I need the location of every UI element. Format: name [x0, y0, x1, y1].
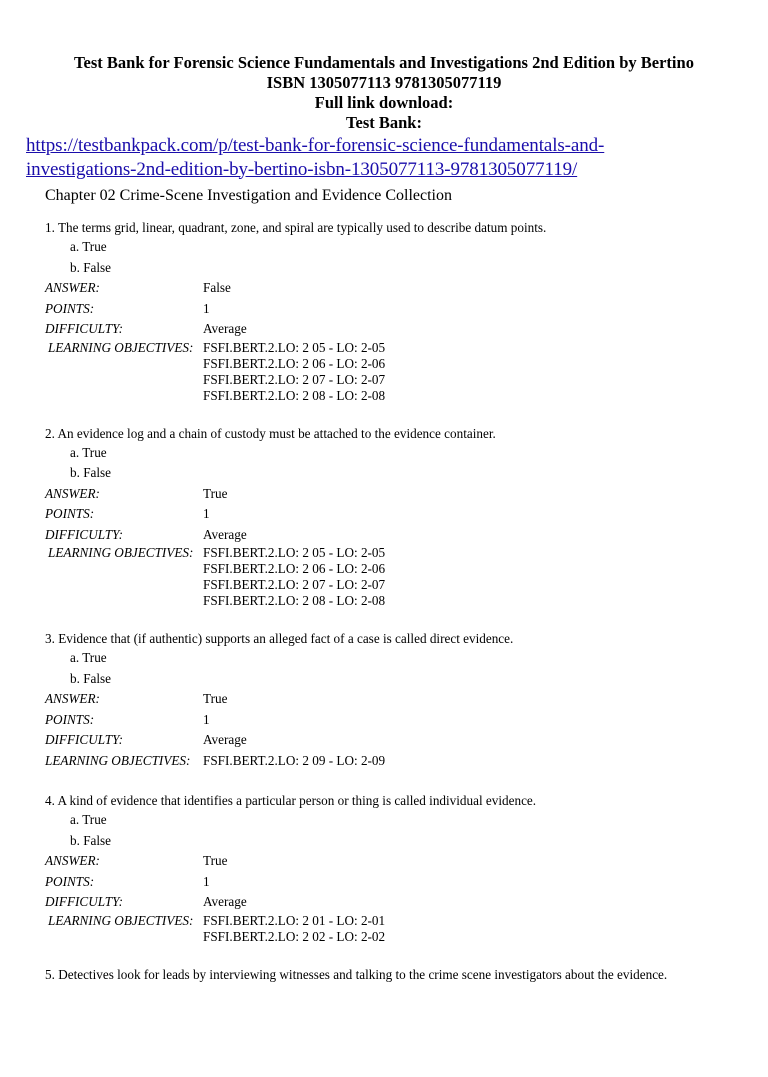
difficulty-value: Average — [203, 732, 247, 747]
objectives-row — [45, 751, 768, 772]
question-text: 5. Detectives look for leads by interviewing witnesses and talking to the crime scene investigators about the evidence. — [45, 966, 668, 982]
answer-label: ANSWER: — [45, 691, 100, 706]
question-list — [45, 219, 768, 984]
difficulty-label: DIFFICULTY: — [45, 894, 124, 909]
title-line-3: Full link download: — [314, 93, 454, 112]
answer-value: False — [203, 280, 231, 295]
objectives-row — [45, 545, 768, 609]
answer-label: ANSWER: — [45, 280, 100, 295]
objective-value: FSFI.BERT.2.LO: 2 08 - LO: 2-08 — [203, 387, 386, 403]
points-value: 1 — [203, 506, 210, 521]
objectives-row — [45, 340, 768, 404]
question-text: 3. Evidence that (if authentic) supports an alleged fact of a case is called direct evidence. — [45, 631, 514, 646]
option-b: b. False — [70, 259, 112, 275]
question-3 — [45, 630, 768, 771]
difficulty-value: Average — [203, 894, 247, 909]
points-label: POINTS: — [45, 506, 95, 521]
answer-label: ANSWER: — [45, 853, 100, 868]
difficulty-row — [45, 892, 768, 913]
question-text: 4. A kind of evidence that identifies a particular person or thing is called individual evidence. — [45, 793, 537, 808]
download-link-line-2[interactable]: investigations-2nd-edition-by-bertino-isbn-1305077113-9781305077119/ — [26, 158, 578, 180]
chapter-title: Chapter 02 Crime-Scene Investigation and Evidence Collection — [45, 187, 452, 204]
objectives-label: LEARNING OBJECTIVES: — [48, 339, 194, 355]
option-b: b. False — [70, 670, 112, 686]
objective-value: FSFI.BERT.2.LO: 2 07 - LO: 2-07 — [203, 577, 386, 592]
points-value: 1 — [203, 300, 210, 316]
answer-value: True — [203, 853, 228, 868]
difficulty-value: Average — [203, 321, 247, 336]
objective-value: FSFI.BERT.2.LO: 2 05 - LO: 2-05 — [203, 545, 386, 560]
points-label: POINTS: — [45, 711, 95, 727]
objective-value: FSFI.BERT.2.LO: 2 08 - LO: 2-08 — [203, 593, 386, 608]
objective-value: FSFI.BERT.2.LO: 2 02 - LO: 2-02 — [203, 928, 386, 944]
title-line-4: Test Bank: — [346, 113, 422, 132]
answer-value: True — [203, 691, 228, 706]
question-2 — [45, 425, 768, 610]
title-line-2: ISBN 1305077113 9781305077119 — [266, 73, 502, 92]
download-link-line-1[interactable]: https://testbankpack.com/p/test-bank-for-forensic-science-fundamentals-and- — [26, 135, 605, 156]
points-label: POINTS: — [45, 300, 95, 316]
points-label: POINTS: — [45, 873, 95, 889]
difficulty-label: DIFFICULTY: — [45, 321, 124, 336]
answer-value: True — [203, 485, 228, 501]
objective-value: FSFI.BERT.2.LO: 2 06 - LO: 2-06 — [203, 561, 386, 576]
points-row — [45, 872, 768, 893]
option-a: a. True — [70, 444, 107, 460]
answer-row — [45, 689, 768, 710]
option-a: a. True — [70, 650, 107, 665]
objectives-label: LEARNING OBJECTIVES: — [48, 545, 194, 560]
difficulty-value: Average — [203, 526, 247, 542]
document-header — [0, 53, 768, 133]
objective-value: FSFI.BERT.2.LO: 2 07 - LO: 2-07 — [203, 371, 386, 387]
title-line-1: Test Bank for Forensic Science Fundamentals and Investigations 2nd Edition by Bertino — [74, 53, 694, 72]
answer-row — [45, 278, 768, 299]
question-5 — [45, 966, 768, 984]
objective-value: FSFI.BERT.2.LO: 2 06 - LO: 2-06 — [203, 355, 386, 371]
option-b: b. False — [70, 832, 112, 848]
question-text: 2. An evidence log and a chain of custody must be attached to the evidence container. — [45, 425, 496, 441]
objectives-row — [45, 913, 768, 945]
answer-row — [45, 484, 768, 505]
option-b: b. False — [70, 465, 112, 480]
question-4 — [45, 792, 768, 945]
points-row — [45, 710, 768, 731]
objective-value: FSFI.BERT.2.LO: 2 05 - LO: 2-05 — [203, 339, 386, 355]
points-value: 1 — [203, 711, 210, 727]
objective-value: FSFI.BERT.2.LO: 2 01 - LO: 2-01 — [203, 912, 386, 928]
difficulty-label: DIFFICULTY: — [45, 526, 124, 542]
difficulty-row — [45, 525, 768, 546]
difficulty-label: DIFFICULTY: — [45, 732, 124, 747]
option-a: a. True — [70, 239, 107, 254]
question-text: 1. The terms grid, linear, quadrant, zone, and spiral are typically used to describe datum points. — [45, 220, 547, 235]
points-value: 1 — [203, 873, 210, 889]
objectives-label: LEARNING OBJECTIVES: — [45, 752, 191, 768]
objective-value: FSFI.BERT.2.LO: 2 09 - LO: 2-09 — [203, 752, 386, 768]
points-row — [45, 299, 768, 320]
answer-label: ANSWER: — [45, 485, 100, 501]
difficulty-row — [45, 730, 768, 751]
question-1 — [45, 219, 768, 404]
points-row — [45, 504, 768, 525]
objectives-label: LEARNING OBJECTIVES: — [48, 912, 194, 928]
option-a: a. True — [70, 812, 107, 827]
answer-row — [45, 851, 768, 872]
difficulty-row — [45, 319, 768, 340]
download-link[interactable] — [26, 134, 768, 181]
